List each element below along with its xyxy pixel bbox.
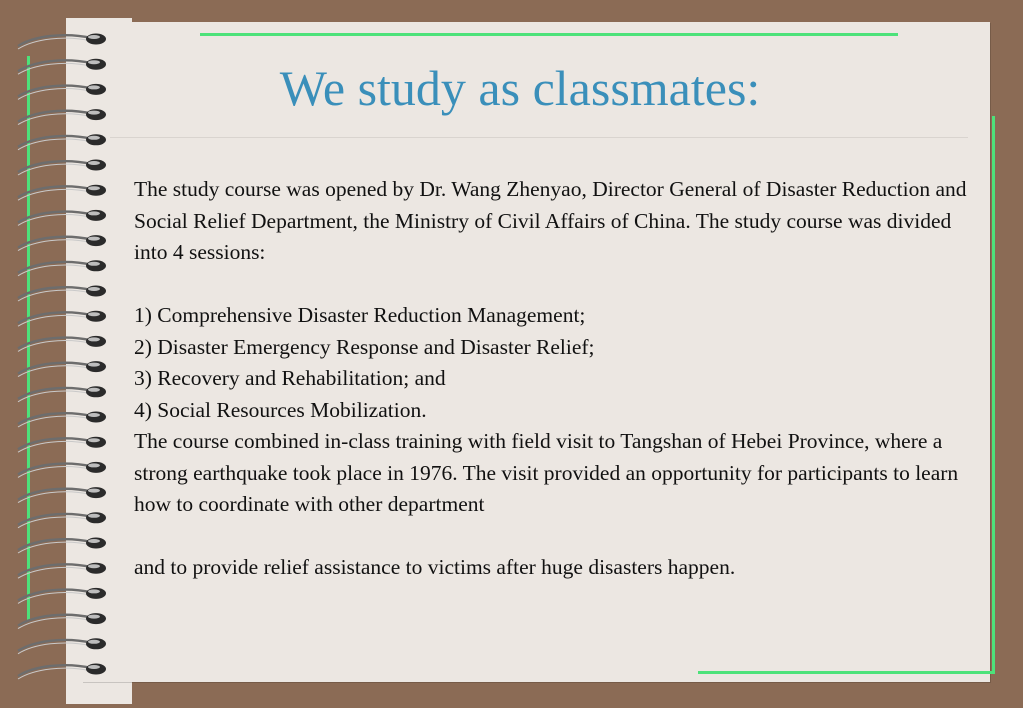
spiral-ring-icon xyxy=(18,134,106,150)
spiral-ring-icon xyxy=(18,185,106,201)
spiral-ring-icon xyxy=(18,613,106,629)
spiral-ring-icon xyxy=(18,34,106,50)
spiral-ring-icon xyxy=(18,260,106,276)
right-accent-line xyxy=(992,116,995,674)
spiral-ring-icon xyxy=(18,588,106,604)
session-item-1: 1) Comprehensive Disaster Reduction Management; xyxy=(134,303,586,327)
spiral-ring-icon xyxy=(18,235,106,251)
session-item-4: 4) Social Resources Mobilization. xyxy=(134,397,427,422)
spiral-ring-icon xyxy=(18,462,106,478)
spiral-ring-icon xyxy=(18,336,106,352)
spiral-ring-icon xyxy=(18,59,106,74)
slide-body xyxy=(134,174,974,584)
spiral-ring-icon xyxy=(18,412,106,428)
spiral-ring-icon xyxy=(18,84,106,100)
session-item-2: 2) Disaster Emergency Response and Disaster Relief; xyxy=(134,334,595,359)
session-item-3: 3) Recovery and Rehabilitation; and xyxy=(134,366,446,390)
top-accent-line xyxy=(200,33,898,36)
title-divider xyxy=(110,137,968,138)
paragraph-gap xyxy=(134,521,974,553)
spiral-ring-icon xyxy=(18,487,106,503)
spiral-ring-icon xyxy=(18,361,106,377)
course-paragraph: The course combined in-class training with field visit to Tangshan of Hebei Province, where a strong earthquake took place in 1976. The visit provided an opportunity for participants to learn how to coordinate with other department xyxy=(134,429,959,516)
spiral-ring-icon xyxy=(18,664,106,680)
slide-title: We study as classmates: xyxy=(279,60,761,116)
spiral-ring-icon xyxy=(18,437,106,453)
spiral-ring-icon xyxy=(18,538,106,554)
spiral-ring-icon xyxy=(18,109,106,125)
spiral-binding-icon xyxy=(14,30,114,680)
spiral-ring-icon xyxy=(18,563,106,579)
spiral-ring-icon xyxy=(18,286,106,302)
intro-paragraph: The study course was opened by Dr. Wang Zhenyao, Director General of Disaster Reduction and Social Relief Department, the Ministry of Civil Affairs of China. The study course was divided into 4 sessions: xyxy=(134,177,967,264)
closing-paragraph: and to provide relief assistance to victims after huge disasters happen. xyxy=(134,555,736,579)
bottom-accent-line xyxy=(698,671,995,674)
spiral-ring-icon xyxy=(18,160,106,176)
spiral-ring-icon xyxy=(18,311,106,327)
spiral-ring-icon xyxy=(18,386,106,402)
spiral-ring-icon xyxy=(18,210,106,226)
spiral-ring-icon xyxy=(18,512,106,528)
spiral-ring-icon xyxy=(18,638,106,654)
paragraph-gap xyxy=(134,269,974,301)
